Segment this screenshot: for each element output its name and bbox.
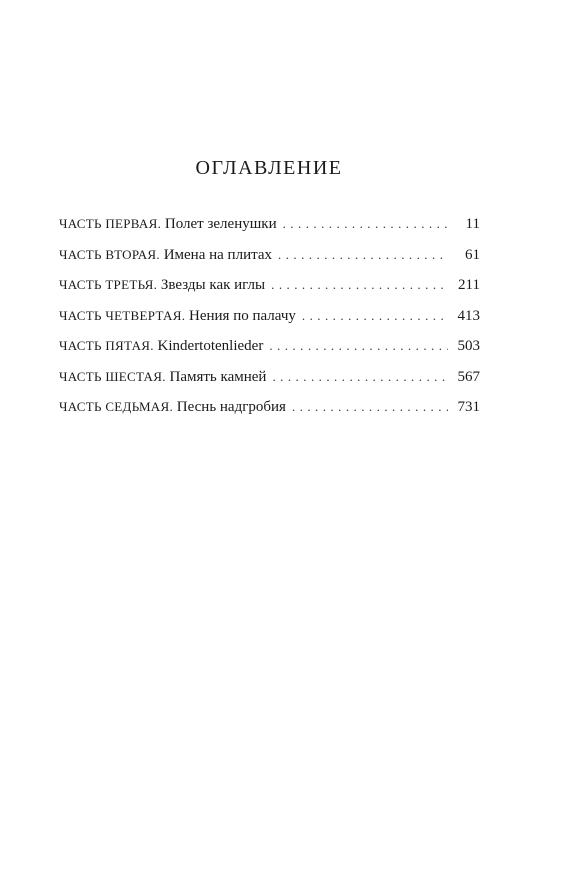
toc-entry-label: [59, 336, 263, 356]
dot-leader: [283, 214, 448, 234]
toc-page-number: 61: [465, 246, 480, 263]
toc-entry-label: [59, 275, 265, 295]
toc-chapter-title: Нения по палачу: [189, 307, 296, 324]
toc-page-number: 731: [457, 399, 480, 415]
toc-part-name: ЧАСТЬ ПЕРВАЯ.: [59, 216, 162, 231]
toc-part-name: ЧАСТЬ ВТОРАЯ.: [59, 246, 160, 262]
toc-entry-label: [59, 245, 272, 265]
toc-entry-label: [59, 397, 286, 417]
toc-page-number: 503: [457, 338, 480, 354]
toc-page-number: 567: [457, 368, 480, 385]
toc-entry-7[interactable]: [59, 397, 480, 428]
toc-part-name: ЧАСТЬ ЧЕТВЕРТАЯ.: [59, 307, 186, 323]
toc-page-number: 211: [458, 277, 480, 293]
table-of-contents: [59, 214, 480, 428]
toc-chapter-title: Звезды как иглы: [160, 277, 266, 293]
toc-entry-3[interactable]: [59, 275, 480, 306]
toc-entry-label: [59, 214, 277, 234]
toc-entry-2[interactable]: [59, 245, 480, 276]
dot-leader: [272, 367, 448, 387]
toc-entry-1[interactable]: [59, 214, 480, 245]
dot-leader: [271, 275, 448, 295]
toc-part-name: ЧАСТЬ ТРЕТЬЯ.: [59, 277, 158, 292]
toc-chapter-title: Песнь надгробия: [176, 399, 286, 415]
dot-leader: [278, 245, 448, 265]
toc-chapter-title: Память камней: [169, 368, 267, 385]
toc-part-name: ЧАСТЬ ШЕСТАЯ.: [59, 368, 166, 384]
toc-entry-6[interactable]: [59, 367, 480, 398]
toc-entry-label: [59, 306, 296, 326]
dot-leader: [302, 306, 448, 326]
toc-entry-label: [59, 367, 266, 387]
toc-entry-4[interactable]: [59, 306, 480, 337]
toc-part-name: ЧАСТЬ ПЯТАЯ.: [59, 338, 154, 353]
toc-page-number: 413: [457, 307, 480, 324]
dot-leader: [292, 397, 448, 417]
toc-chapter-title: Полет зеленушки: [164, 216, 277, 232]
toc-chapter-title: Имена на плитах: [163, 246, 272, 263]
toc-entry-5[interactable]: [59, 336, 480, 367]
dot-leader: [269, 336, 448, 356]
toc-part-name: ЧАСТЬ СЕДЬМАЯ.: [59, 399, 174, 414]
page-title: ОГЛАВЛЕНИЕ: [195, 157, 343, 179]
toc-page-number: 11: [465, 216, 480, 232]
toc-chapter-title: Kindertotenlieder: [157, 338, 264, 354]
